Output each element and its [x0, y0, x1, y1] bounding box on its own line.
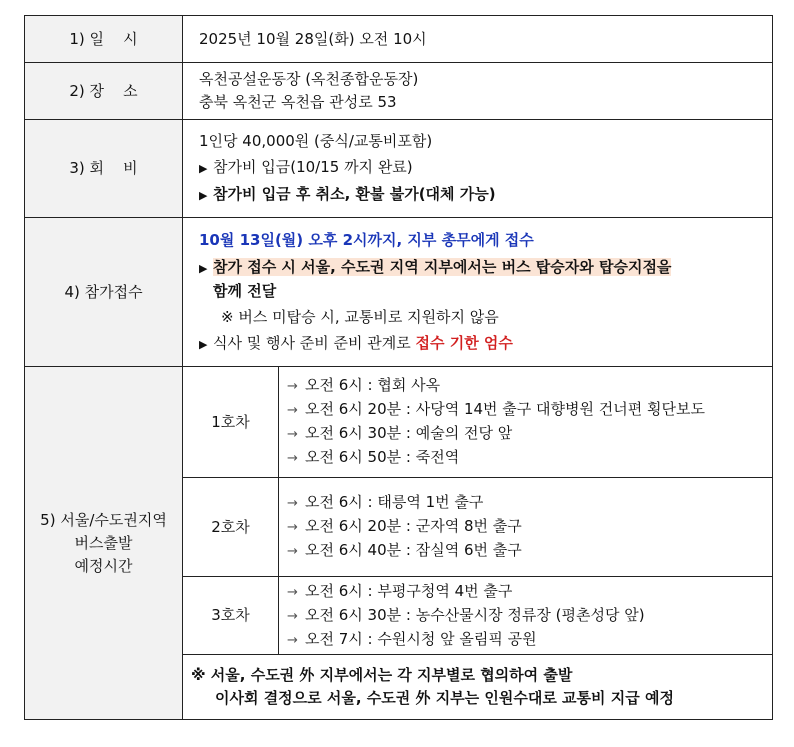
- registration-strict-text: 접수 기한 엄수: [415, 333, 513, 352]
- registration-note: ※ 버스 미탑승 시, 교통비로 지원하지 않음: [221, 307, 499, 326]
- bus-stop-text: 오전 6시 : 태릉역 1번 출구: [305, 493, 484, 511]
- bus-stop: [287, 539, 772, 563]
- bus-stop: [287, 628, 772, 652]
- event-info-table: [24, 15, 773, 720]
- place-address: 충북 옥천군 옥천읍 관성로 53: [199, 93, 397, 111]
- bus-stop: [287, 446, 772, 470]
- registration-meal-text: 식사 및 행사 준비 준비 관계로: [213, 333, 416, 352]
- place-cell: [183, 63, 773, 120]
- bus-car-1-row: [25, 367, 773, 478]
- arrow-right-icon: →: [287, 544, 298, 559]
- bus-car-1-name: 1호차: [183, 367, 279, 478]
- fee-cell: [183, 120, 773, 218]
- arrow-right-icon: →: [287, 496, 298, 511]
- arrow-right-icon: →: [287, 520, 298, 535]
- bus-note-cell: [183, 655, 773, 720]
- bus-stop-text: 오전 6시 30분 : 농수산물시장 정류장 (평촌성당 앞): [305, 605, 645, 624]
- bullet-triangle-icon: ▶: [199, 337, 208, 351]
- bus-stop-text: 오전 6시 50분 : 죽전역: [305, 448, 460, 466]
- bullet-triangle-icon: ▶: [199, 189, 208, 202]
- bus-stop: [287, 515, 772, 539]
- registration-deadline-item: [199, 332, 772, 356]
- arrow-right-icon: →: [287, 403, 298, 418]
- fee-deposit-item: [199, 156, 772, 180]
- bus-stop: [287, 604, 772, 628]
- bus-label-line2: 버스출발: [74, 533, 133, 552]
- bus-stop: [287, 580, 772, 604]
- bus-stop-text: 오전 6시 40분 : 잠실역 6번 출구: [305, 541, 522, 559]
- place-row: [25, 63, 773, 120]
- bus-stop: [287, 422, 772, 446]
- registration-cell: [183, 218, 773, 367]
- bus-stop-text: 오전 6시 30분 : 예술의 전당 앞: [305, 424, 513, 442]
- bus-note-line1: ※ 서울, 수도권 外 지부에서는 각 지부별로 협의하여 출발: [191, 666, 573, 684]
- place-label: 2) 장 소: [25, 63, 183, 120]
- registration-bus-text: 참가 접수 시 서울, 수도권 지역 지부에서는 버스 탑승자와 탑승지점을: [213, 257, 672, 276]
- bus-stop: [287, 374, 772, 398]
- bus-car-3-stops: [279, 577, 773, 655]
- bus-car-3-name: 3호차: [183, 577, 279, 655]
- bus-label-line1: 5) 서울/수도권지역: [40, 510, 167, 529]
- registration-row: [25, 218, 773, 367]
- bus-car-2-name: 2호차: [183, 478, 279, 577]
- registration-deadline: 10월 13일(월) 오후 2시까지, 지부 총무에게 접수: [199, 230, 534, 249]
- fee-row: [25, 120, 773, 218]
- date-label: 1) 일 시: [25, 16, 183, 63]
- place-venue: 옥천공설운동장 (옥천종합운동장): [199, 70, 419, 88]
- fee-label: 3) 회 비: [25, 120, 183, 218]
- bus-stop-text: 오전 6시 : 협회 사옥: [305, 376, 441, 394]
- bus-stop-text: 오전 6시 : 부평구청역 4번 출구: [305, 581, 513, 600]
- arrow-right-icon: →: [287, 379, 298, 394]
- arrow-right-icon: →: [287, 608, 298, 624]
- bus-stop-text: 오전 6시 20분 : 군자역 8번 출구: [305, 517, 522, 535]
- fee-deposit-text: 참가비 입금(10/15 까지 완료): [213, 158, 413, 176]
- date-row: [25, 16, 773, 63]
- bus-label-line3: 예정시간: [74, 556, 133, 575]
- registration-bus-item: [199, 256, 772, 280]
- bus-stop-text: 오전 6시 20분 : 사당역 14번 출구 대향병원 건너편 횡단보도: [305, 400, 705, 418]
- registration-bus-text-cont: 함께 전달: [213, 281, 277, 300]
- bullet-triangle-icon: ▶: [199, 162, 208, 175]
- registration-label: 4) 참가접수: [25, 218, 183, 367]
- bus-label: [25, 367, 183, 720]
- arrow-right-icon: →: [287, 584, 298, 600]
- arrow-right-icon: →: [287, 427, 298, 442]
- fee-amount: 1인당 40,000원 (중식/교통비포함): [199, 132, 433, 150]
- arrow-right-icon: →: [287, 451, 298, 466]
- bus-stop: [287, 491, 772, 515]
- date-value: 2025년 10월 28일(화) 오전 10시: [183, 16, 773, 63]
- bus-car-2-stops: [279, 478, 773, 577]
- bullet-triangle-icon: ▶: [199, 261, 208, 275]
- bus-stop-text: 오전 7시 : 수원시청 앞 올림픽 공원: [305, 629, 537, 648]
- bus-note-line2: 이사회 결정으로 서울, 수도권 外 지부는 인원수대로 교통비 지급 예정: [215, 689, 674, 707]
- bus-car-1-stops: [279, 367, 773, 478]
- bus-stop: [287, 398, 772, 422]
- fee-refund-text: 참가비 입금 후 취소, 환불 불가(대체 가능): [213, 185, 496, 203]
- arrow-right-icon: →: [287, 632, 298, 648]
- fee-refund-item: [199, 183, 772, 207]
